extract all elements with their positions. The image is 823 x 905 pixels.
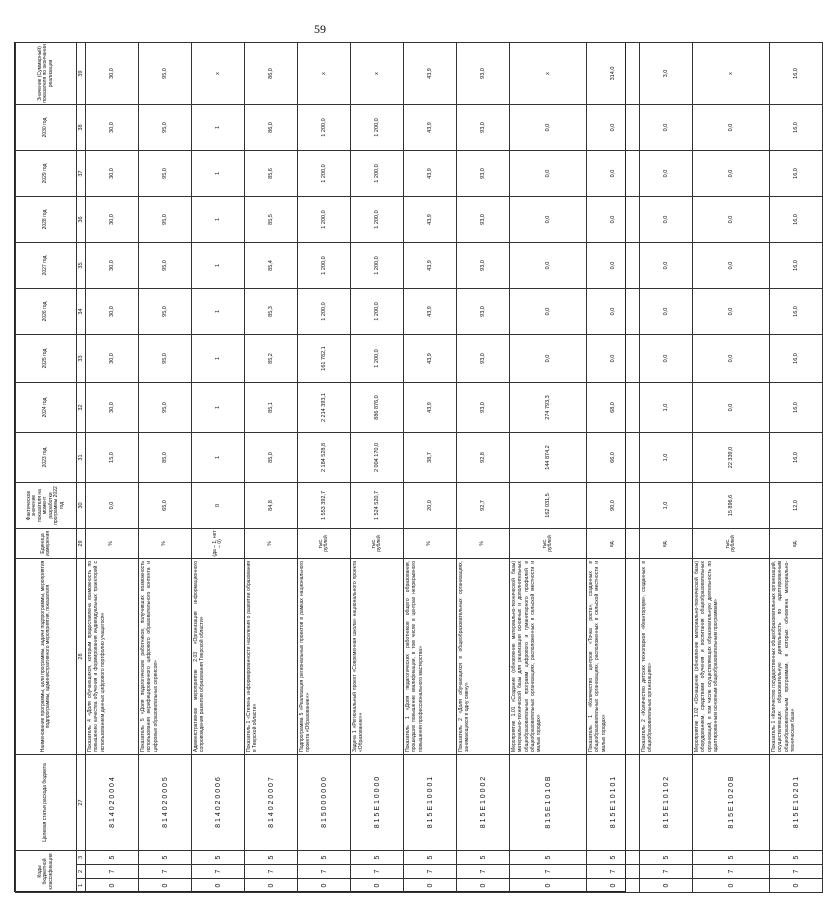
column-index: 39: [77, 43, 86, 105]
header-admin-code: Коды бюджетной классификации: [16, 851, 77, 893]
year-value-cell: 95,0: [139, 289, 192, 335]
unit-cell: ед.: [770, 529, 823, 559]
column-index: 3: [77, 851, 86, 865]
final-value-cell: 95,0: [139, 43, 192, 105]
year-value-cell: 1,0: [640, 433, 693, 483]
rotated-table-canvas: [15, 43, 800, 893]
year-value-cell: 0,0: [510, 335, 587, 383]
table-row: [298, 43, 351, 893]
admin-code-cell: 5: [457, 851, 510, 865]
year-value-cell: 30,0: [86, 151, 139, 197]
year-value-cell: 1 200,0: [351, 151, 404, 197]
admin-code-cell: 0: [587, 879, 640, 893]
target-article-code-cell: 8 1 5 E 1 0 1 0 В: [510, 755, 587, 851]
admin-code-cell: 5: [351, 851, 404, 865]
header-year: 2024 год: [16, 383, 77, 433]
year-value-cell: 1: [192, 243, 245, 289]
year-value-cell: 144 874,2: [510, 433, 587, 483]
year-value-cell: 0,0: [587, 335, 640, 383]
target-article-code-cell: 8 1 4 0 2 0 0 0 7: [245, 755, 298, 851]
target-article-code-cell: 8 1 5 0 0 0 0 0 0: [298, 755, 351, 851]
admin-code-cell: 5: [587, 851, 640, 865]
year-value-cell: 0,0: [640, 335, 693, 383]
year-value-cell: 0,0: [693, 383, 770, 433]
year-value-cell: 93,0: [457, 335, 510, 383]
header-year: 2027 год: [16, 243, 77, 289]
unit-cell: тыс. рублей: [298, 529, 351, 559]
final-value-cell: 93,0: [457, 43, 510, 105]
table-row: [587, 43, 640, 893]
year-value-cell: 95,0: [139, 105, 192, 151]
item-name-cell: Показатель 1 «Степень информированности населения о развитии образования в Тверской области»: [245, 559, 298, 755]
header-name: Наименование программы, цели программы, задачи подпрограммы, мероприятия подпрограммы, административного мероприятия, показателя: [16, 559, 77, 755]
final-value-cell: 30,0: [86, 43, 139, 105]
year-value-cell: 0,0: [587, 243, 640, 289]
year-value-cell: 0,0: [640, 105, 693, 151]
table-row: [693, 43, 770, 893]
final-value-cell: 314,0: [587, 43, 640, 105]
admin-code-cell: 5: [693, 851, 770, 865]
column-index: 37: [77, 151, 86, 197]
year-value-cell: 1 200,0: [298, 289, 351, 335]
admin-code-cell: 5: [298, 851, 351, 865]
unit-cell: %: [139, 529, 192, 559]
year-value-cell: 85,4: [245, 243, 298, 289]
table-row: [457, 43, 510, 893]
year-value-cell: 15,0: [86, 433, 139, 483]
table-row: [351, 43, 404, 893]
final-value-cell: x: [192, 43, 245, 105]
year-value-cell: 85,0: [139, 433, 192, 483]
admin-code-cell: 5: [404, 851, 457, 865]
item-name-cell: Показатель 5 «Доля педагогических работников, получивших возможность использования верифицированного цифрового образовательного контента и цифровых образовательных сервисов»: [139, 559, 192, 755]
unit-cell: %: [404, 529, 457, 559]
year-value-cell: 93,0: [457, 105, 510, 151]
target-article-code-cell: 8 1 5 E 1 0 0 0 0: [351, 755, 404, 851]
year-value-cell: 43,9: [404, 105, 457, 151]
year-value-cell: 95,0: [139, 383, 192, 433]
page-number: 59: [314, 22, 326, 36]
year-value-cell: 274 793,3: [510, 383, 587, 433]
year-value-cell: 1 200,0: [351, 289, 404, 335]
admin-code-cell: 5: [139, 851, 192, 865]
year-value-cell: 1 200,0: [351, 105, 404, 151]
item-name-cell: Показатель 4 «Доля обучающихся, которым предоставлена возможность по повышению качества обучения и формирования индивидуальных траекторий с использованием данных цифрового портфолио учащегося»: [86, 559, 139, 755]
admin-code-cell: 7: [510, 865, 587, 879]
final-value-cell: x: [351, 43, 404, 105]
target-article-code-cell: 8 1 5 E 1 0 0 0 2: [457, 755, 510, 851]
item-name-cell: Показатель 1 «Количество центров «Точка роста», созданных в общеобразовательных организациях, расположенных в сельской местности и малых городах»: [587, 559, 640, 755]
admin-code-cell: 7: [351, 865, 404, 879]
year-value-cell: 0,0: [640, 151, 693, 197]
admin-code-cell: 0: [245, 879, 298, 893]
year-value-cell: 0,0: [587, 105, 640, 151]
admin-code-cell: 0: [86, 879, 139, 893]
year-value-cell: 30,0: [86, 243, 139, 289]
header-unit: Единица измерения: [16, 529, 77, 559]
header-year: 2030 год: [16, 105, 77, 151]
year-value-cell: 0,0: [640, 197, 693, 243]
table-body: [86, 43, 823, 893]
year-value-cell: 2 004 170,0: [351, 433, 404, 483]
year-value-cell: 1: [192, 105, 245, 151]
base-value-cell: 84,8: [245, 483, 298, 529]
year-value-cell: 1: [192, 151, 245, 197]
year-value-cell: 1: [192, 289, 245, 335]
year-value-cell: 30,0: [86, 197, 139, 243]
admin-code-cell: 7: [298, 865, 351, 879]
year-value-cell: 16,0: [770, 383, 823, 433]
header-year: 2025 год: [16, 335, 77, 383]
admin-code-cell: 5: [245, 851, 298, 865]
year-value-cell: 16,0: [770, 289, 823, 335]
year-value-cell: 0,0: [587, 197, 640, 243]
year-value-cell: 22 339,0: [693, 433, 770, 483]
year-value-cell: 93,0: [457, 383, 510, 433]
column-index: 34: [77, 289, 86, 335]
year-value-cell: 16,0: [770, 335, 823, 383]
column-index: 36: [77, 197, 86, 243]
year-value-cell: 0,0: [640, 289, 693, 335]
column-index: 33: [77, 335, 86, 383]
year-value-cell: 43,9: [404, 289, 457, 335]
year-value-cell: 0,0: [693, 243, 770, 289]
column-index: 29: [77, 529, 86, 559]
table-row: [770, 43, 823, 893]
column-index: 38: [77, 105, 86, 151]
admin-code-cell: 5: [770, 851, 823, 865]
year-value-cell: 0,0: [587, 289, 640, 335]
admin-code-cell: 0: [192, 879, 245, 893]
year-value-cell: 1 200,0: [351, 197, 404, 243]
admin-code-cell: 0: [404, 879, 457, 893]
final-value-cell: x: [298, 43, 351, 105]
year-value-cell: 0,0: [640, 243, 693, 289]
final-value-cell: 86,0: [245, 43, 298, 105]
admin-code-cell: 7: [457, 865, 510, 879]
year-value-cell: 92,8: [457, 433, 510, 483]
item-name-cell: Показатель 2 «Количество детских технопарков «Кванториум», созданных в общеобразовательных организациях»: [640, 559, 693, 755]
admin-code-cell: 0: [640, 879, 693, 893]
year-value-cell: 16,0: [770, 243, 823, 289]
final-value-cell: x: [693, 43, 770, 105]
final-value-cell: x: [510, 43, 587, 105]
year-value-cell: 85,0: [245, 433, 298, 483]
column-index: 35: [77, 243, 86, 289]
admin-code-cell: 7: [640, 865, 693, 879]
table-row: [245, 43, 298, 893]
admin-code-cell: 0: [693, 879, 770, 893]
base-value-cell: 15 896,6: [693, 483, 770, 529]
target-article-code-cell: 8 1 4 0 2 0 0 0 6: [192, 755, 245, 851]
year-value-cell: 0,0: [693, 197, 770, 243]
year-value-cell: 30,0: [86, 105, 139, 151]
header-year: 2023 год: [16, 433, 77, 483]
unit-cell: %: [245, 529, 298, 559]
admin-code-cell: 5: [86, 851, 139, 865]
year-value-cell: 85,1: [245, 383, 298, 433]
header-year: 2028 год: [16, 197, 77, 243]
final-value-cell: 43,9: [404, 43, 457, 105]
year-value-cell: 0,0: [510, 105, 587, 151]
base-value-cell: 1 524 520,7: [351, 483, 404, 529]
admin-code-cell: 7: [86, 865, 139, 879]
column-index: 31: [77, 433, 86, 483]
admin-code-cell: 0: [351, 879, 404, 893]
header-base-value: Фактическое значение показателя на момент разработки программы 2022 год: [16, 483, 77, 529]
unit-cell: %: [86, 529, 139, 559]
unit-cell: тыс. рублей: [351, 529, 404, 559]
year-value-cell: 16,0: [770, 105, 823, 151]
year-value-cell: 1,0: [640, 383, 693, 433]
year-value-cell: 93,0: [457, 197, 510, 243]
year-value-cell: 16,0: [770, 197, 823, 243]
admin-code-cell: 0: [139, 879, 192, 893]
admin-code-cell: 0: [298, 879, 351, 893]
year-value-cell: 93,0: [457, 151, 510, 197]
year-value-cell: 1 200,0: [351, 335, 404, 383]
table-row: [139, 43, 192, 893]
year-value-cell: 30,0: [86, 383, 139, 433]
target-article-code-cell: 8 1 5 E 1 0 0 0 1: [404, 755, 457, 851]
year-value-cell: 1: [192, 433, 245, 483]
unit-cell: %: [457, 529, 510, 559]
admin-code-cell: 7: [139, 865, 192, 879]
target-article-code-cell: 8 1 5 E 1 0 1 0 2: [640, 755, 693, 851]
base-value-cell: 1,0: [640, 483, 693, 529]
year-value-cell: 93,0: [457, 289, 510, 335]
year-value-cell: 68,0: [587, 383, 640, 433]
target-article-code-cell: 8 1 4 0 2 0 0 0 5: [139, 755, 192, 851]
year-value-cell: 16,0: [770, 151, 823, 197]
year-value-cell: 30,0: [86, 289, 139, 335]
column-index: 1: [77, 879, 86, 893]
admin-code-cell: 7: [770, 865, 823, 879]
target-article-code-cell: 8 1 4 0 2 0 0 0 4: [86, 755, 139, 851]
admin-code-cell: 7: [192, 865, 245, 879]
year-value-cell: 0,0: [510, 197, 587, 243]
program-table-frame: [14, 42, 800, 892]
admin-code-cell: 5: [640, 851, 693, 865]
year-value-cell: 38,7: [404, 433, 457, 483]
table-row: [510, 43, 587, 893]
header-subprogram-code: Целевая статья расхода бюджета: [16, 755, 77, 851]
year-value-cell: 0,0: [587, 151, 640, 197]
item-name-cell: Подпрограмма 5 «Реализация региональных проектов в рамках национального проекта «Образование»»: [298, 559, 351, 755]
year-value-cell: 0,0: [693, 151, 770, 197]
year-value-cell: 1 200,0: [351, 243, 404, 289]
admin-code-cell: 5: [510, 851, 587, 865]
admin-code-cell: 5: [192, 851, 245, 865]
year-value-cell: 0,0: [693, 105, 770, 151]
item-name-cell: Мероприятие 1.02 «Оснащение (обновление материально-технической базы) оборудованием, средствами обучения и воспитания общеобразовательных организаций, в том числе осуществляющих образовательную деятельность по адаптированным основным общеобразовательным программам»: [693, 559, 770, 755]
header-final-value: Значение (Суммарный) показателя по окончании реализации: [16, 43, 77, 105]
column-index: 32: [77, 383, 86, 433]
target-article-code-cell: 8 1 5 E 1 0 2 0 В: [693, 755, 770, 851]
base-value-cell: 0: [192, 483, 245, 529]
admin-code-cell: 7: [404, 865, 457, 879]
column-index-row: [77, 43, 86, 893]
base-value-cell: 90,0: [587, 483, 640, 529]
year-value-cell: 886 876,0: [351, 383, 404, 433]
year-value-cell: 1: [192, 335, 245, 383]
year-value-cell: 95,0: [139, 335, 192, 383]
year-value-cell: 0,0: [510, 243, 587, 289]
year-value-cell: 0,0: [693, 289, 770, 335]
unit-cell: тыс. рублей: [693, 529, 770, 559]
year-value-cell: 2 184 528,8: [298, 433, 351, 483]
base-value-cell: 65,0: [139, 483, 192, 529]
year-value-cell: 95,0: [139, 243, 192, 289]
program-indicators-table: [15, 42, 823, 893]
unit-cell: ед.: [640, 529, 693, 559]
item-name-cell: Показатель 1 «Доля педагогических работников общего образования, прошедших повышение квалификации, в том числе в центрах непрерывного повышения профессионального мастерства»: [404, 559, 457, 755]
year-value-cell: 66,0: [587, 433, 640, 483]
year-value-cell: 86,0: [245, 105, 298, 151]
year-value-cell: 43,9: [404, 243, 457, 289]
year-value-cell: 85,3: [245, 289, 298, 335]
column-index: 28: [77, 559, 86, 755]
base-value-cell: 1 553 392,7: [298, 483, 351, 529]
year-value-cell: 1 200,0: [298, 243, 351, 289]
year-value-cell: 1 200,0: [298, 197, 351, 243]
target-article-code-cell: 8 1 5 E 1 0 1 0 1: [587, 755, 640, 851]
admin-code-cell: 7: [693, 865, 770, 879]
base-value-cell: 0,0: [86, 483, 139, 529]
admin-code-cell: 0: [770, 879, 823, 893]
admin-code-cell: 7: [587, 865, 640, 879]
year-value-cell: 1: [192, 197, 245, 243]
table-row: [404, 43, 457, 893]
year-value-cell: 0,0: [510, 289, 587, 335]
year-value-cell: 95,0: [139, 151, 192, 197]
year-value-cell: 0,0: [510, 151, 587, 197]
year-value-cell: 93,0: [457, 243, 510, 289]
admin-code-cell: 7: [245, 865, 298, 879]
year-value-cell: 16,0: [770, 433, 823, 483]
header-year: 2029 год: [16, 151, 77, 197]
item-name-cell: Показатель 2 «Доля обучающихся в общеобразовательных организациях, занимающихся в одну смену»: [457, 559, 510, 755]
year-value-cell: 43,9: [404, 383, 457, 433]
year-value-cell: 0,0: [693, 335, 770, 383]
year-value-cell: 43,9: [404, 151, 457, 197]
base-value-cell: 20,0: [404, 483, 457, 529]
year-value-cell: 2 214 393,1: [298, 383, 351, 433]
table-row: [192, 43, 245, 893]
unit-cell: ед.: [587, 529, 640, 559]
item-name-cell: Задача 1 «Региональный проект «Современная школа» национального проекта «Образование»»: [351, 559, 404, 755]
year-value-cell: 161 782,1: [298, 335, 351, 383]
year-value-cell: 95,0: [139, 197, 192, 243]
year-value-cell: 1: [192, 383, 245, 433]
item-name-cell: Административное мероприятие 2.03 «Организация информационного сопровождения развития образования Тверской области»: [192, 559, 245, 755]
year-value-cell: 85,5: [245, 197, 298, 243]
year-value-cell: 85,6: [245, 151, 298, 197]
target-article-code-cell: 8 1 5 E 1 0 2 0 1: [770, 755, 823, 851]
item-name-cell: Показатель 1 «Количество государственных общеобразовательных организаций, осуществляющих образовательную деятельность по адаптированным общеобразовательным программам, в которых обновлена материально-техническая база»: [770, 559, 823, 755]
base-value-cell: 12,0: [770, 483, 823, 529]
admin-code-cell: 0: [457, 879, 510, 893]
table-row: [640, 43, 693, 893]
unit-cell: тыс. рублей: [510, 529, 587, 559]
base-value-cell: 92,7: [457, 483, 510, 529]
header-year: 2026 год: [16, 289, 77, 335]
unit-cell: (да – 1, нет – 0): [192, 529, 245, 559]
year-value-cell: 1 200,0: [298, 151, 351, 197]
year-value-cell: 85,2: [245, 335, 298, 383]
final-value-cell: 3,0: [640, 43, 693, 105]
column-index: 30: [77, 483, 86, 529]
table-row: [86, 43, 139, 893]
year-value-cell: 43,9: [404, 335, 457, 383]
year-value-cell: 1 200,0: [298, 105, 351, 151]
table-header-row: [16, 43, 77, 893]
column-index: 2: [77, 865, 86, 879]
year-value-cell: 30,0: [86, 335, 139, 383]
final-value-cell: 16,0: [770, 43, 823, 105]
item-name-cell: Мероприятие 1.01 «Создание (обновление материально-технической базы) материально-технической базы для реализации основных и дополнительных общеобразовательных программ цифрового и гуманитарного профилей в общеобразовательных организациях, расположенных в сельской местности и малых городах»: [510, 559, 587, 755]
column-index: 27: [77, 755, 86, 851]
year-value-cell: 43,9: [404, 197, 457, 243]
admin-code-cell: 0: [510, 879, 587, 893]
base-value-cell: 162 031,5: [510, 483, 587, 529]
